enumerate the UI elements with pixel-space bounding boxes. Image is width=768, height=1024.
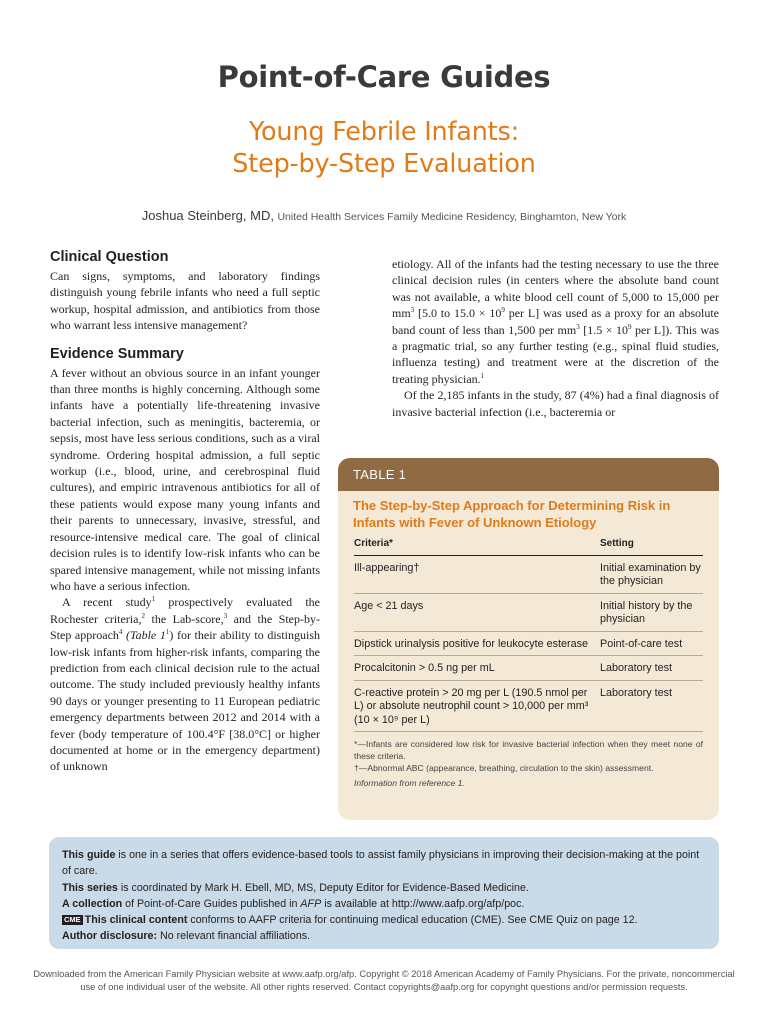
table-source: Information from reference 1. <box>354 777 465 788</box>
criteria-cell: Procalcitonin > 0.5 ng per mL <box>354 662 495 674</box>
table-row <box>354 681 703 733</box>
column-header-criteria: Criteria* <box>354 538 393 549</box>
byline <box>0 208 768 223</box>
setting-cell: Initial examination by the physician <box>600 561 701 587</box>
table-row <box>354 656 703 681</box>
table-label: TABLE 1 <box>338 458 719 491</box>
setting-cell: Point-of-care test <box>600 637 683 650</box>
evidence-summary-heading: Evidence Summary <box>50 345 184 362</box>
criteria-cell: C-reactive protein > 20 mg per L (190.5 nmol per L) or absolute neutrophil count > 10,000 per mm³ (10 × 10⁹ per L) <box>354 686 589 726</box>
author-affiliation: United Health Services Family Medicine Residency, Binghamton, New York <box>277 211 627 223</box>
clinical-question-heading: Clinical Question <box>50 249 169 265</box>
setting-cell: Laboratory test <box>600 662 673 674</box>
clinical-question-text: Can signs, symptoms, and laboratory findings distinguish young febrile infants who need a full septic workup, hospital admission, and antibiotics from those who warrant less intensive management? <box>50 269 320 333</box>
right-column <box>392 256 719 420</box>
table-footnote-1: *—Infants are considered low risk for invasive bacterial infection when they meet none of these criteria. <box>354 739 703 762</box>
setting-cell: Laboratory test <box>600 686 673 699</box>
criteria-cell: Dipstick urinalysis positive for leukocyte esterase <box>354 637 589 650</box>
table-footnotes <box>354 738 703 789</box>
info-line-collection: A collection of Point-of-Care Guides published in AFP is available at http://www.aafp.org/afp/poc. <box>62 897 525 910</box>
evidence-paragraph-1: A fever without an obvious source in an infant younger than three months is highly concerning. Although some infants have a potentially life-threatening invasive bacterial infection, such as meningitis, bacteremia, or sepsis, most have less serious conditions, such as a viral syndrome. Ordering hospital admission, a full septic workup (i.e., blood, urine, and cerebrospinal fluid cultures), and empiric intravenous antibiotics for all of these patients would expose many young infants and their parents to unnecessary, invasive, stressful, and resource-intensive medical care. The goal of clinical decision rules is to identify low-risk infants who can be spared intensive management, while not missing infants who have a serious infection. <box>50 365 320 593</box>
table-grid <box>354 537 703 732</box>
table-1 <box>338 458 719 820</box>
right-paragraph-2: Of the 2,185 infants in the study, 87 (4%) had a final diagnosis of invasive bacterial infection (i.e., bacteremia or <box>392 388 719 419</box>
author-name: Joshua Steinberg, MD, <box>141 208 274 223</box>
table-row <box>354 632 703 657</box>
right-paragraph-1: etiology. All of the infants had the testing necessary to use the three clinical decision rules (in centers where the absolute band count was not available, a white blood cell count of 5,000 to 15,000 per $mm^3$ [5.0 to $15.0 \times 10^9$ per L] was used as a proxy for an absolute band count of less than 1,500 per $mm^3$ [$1.5 \times 10^9$ per L]). This was a pragmatic trial, so any further testing (e.g., spinal fluid studies, influenza testing) and treatment were at the discretion of the treating physician.$^1$ <box>392 257 719 386</box>
table-header-row <box>354 537 703 556</box>
article-title <box>0 116 768 180</box>
table-footnote-2: †—Abnormal ABC (appearance, breathing, circulation to the skin) assessment. <box>354 763 654 774</box>
criteria-cell: Ill-appearing† <box>354 561 420 574</box>
table-row <box>354 556 703 594</box>
evidence-paragraph-2: A recent study$^1$ prospectively evaluated the Rochester criteria,$^2$ the Lab-score,$^3$ and the Step-by-Step approach$^4$ (Table $1^1$) for their ability to distinguish low-risk infants from higher-risk infants, comparing the prediction from each clinical decision rule to the actual outcome. The study included previously healthy infants 90 days or younger presenting to 11 European pediatric emergency departments between 2012 and 2014 with a fever (body temperature of 100.4°F [38.0°C] or higher documented at home or in the emergency department) of unknown <box>50 595 321 774</box>
series-info-box <box>49 837 719 949</box>
table-row <box>354 594 703 632</box>
info-line-disclosure: Author disclosure: No relevant financial affiliations. <box>62 930 311 943</box>
criteria-cell: Age < 21 days <box>354 599 424 612</box>
setting-cell: Initial history by the physician <box>600 599 693 625</box>
info-line-cme: CME This clinical content conforms to AAFP criteria for continuing medical education (CME). See CME Quiz on page 12. <box>64 914 638 927</box>
copyright-footer: Downloaded from the American Family Physician website at www.aafp.org/afp. Copyright © 2018 American Academy of Family Physicians. For the private, noncommercial use of one individual user of the website. All other rights reserved. Contact copyrights@aafp.org for copyright questions and/or permission requests. <box>33 969 735 992</box>
article-title-line1: Young Febrile Infants: <box>249 117 519 147</box>
series-title: Point-of-Care Guides <box>217 60 551 94</box>
cme-badge-icon: CME <box>64 915 81 925</box>
info-line-series: This series is coordinated by Mark H. Ebell, MD, MS, Deputy Editor for Evidence-Based Medicine. <box>62 881 529 894</box>
column-header-setting: Setting <box>600 538 634 549</box>
left-column <box>50 249 320 775</box>
table-title: The Step-by-Step Approach for Determining Risk in Infants with Fever of Unknown Etiology <box>353 498 671 530</box>
info-line-guide: This guide is one in a series that offers evidence-based tools to assist family physicians in improving their decision-making at the point of care. <box>62 849 700 878</box>
article-title-line2: Step-by-Step Evaluation <box>232 149 536 179</box>
